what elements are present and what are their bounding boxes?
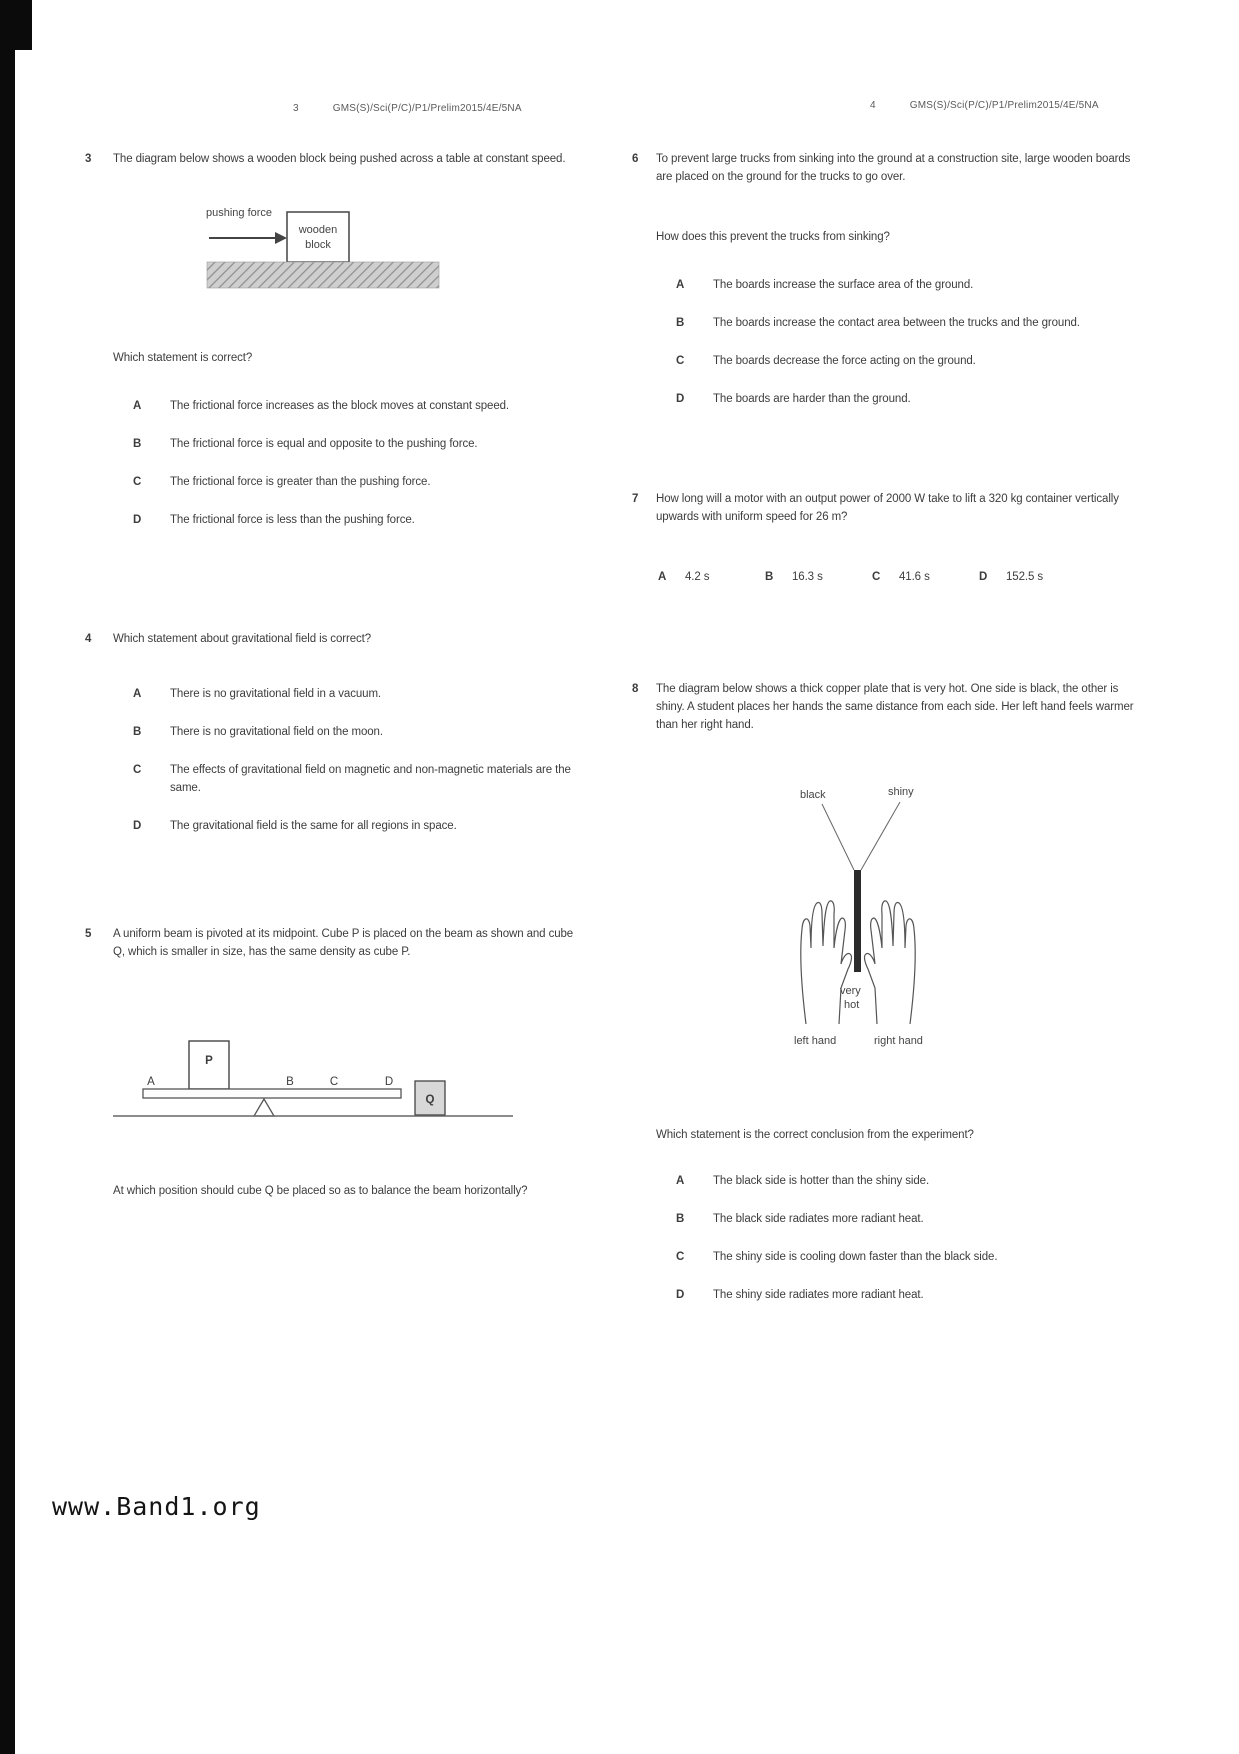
option-letter: B [765,571,774,583]
wooden-block [287,212,349,262]
copper-plate [854,870,861,972]
beam [143,1089,401,1098]
question-stem: The diagram below shows a wooden block being pushed across a table at constant speed. [113,153,566,165]
position-a-label: A [147,1076,155,1088]
cube-p-label: P [205,1055,213,1067]
option-row [113,473,585,491]
option-row [656,1172,1144,1190]
force-arrow-head [275,232,287,244]
option-letter: A [658,571,667,583]
q8-diagram-svg [788,782,998,1057]
option-inline [765,568,872,586]
option-row [656,390,1144,408]
option-letter: B [133,438,142,450]
option-row [656,1248,1144,1266]
question-number: 7 [632,493,639,505]
option-text: There is no gravitational field on the moon. [170,726,383,738]
page-number: 4 [870,100,876,111]
position-c-label: C [329,1076,339,1088]
option-text: The effects of gravitational field on magnetic and non-magnetic materials are the same. [170,764,571,794]
option-row [113,435,585,453]
question-number: 4 [85,633,92,645]
option-text: 4.2 s [685,571,710,583]
black-pointer-line [822,804,854,870]
option-text: The frictional force is equal and opposite to the pushing force. [170,438,478,450]
scan-corner-artifact [0,0,32,50]
option-inline [979,568,1043,586]
option-text: 152.5 s [1006,571,1044,583]
option-row [656,352,1144,370]
right-hand-outline [865,901,916,1024]
option-letter: C [872,571,881,583]
page-3-header [293,103,522,114]
option-text: The frictional force increases as the block moves at constant speed. [170,400,510,412]
option-text: The shiny side radiates more radiant heat. [713,1289,924,1301]
question-5 [60,925,585,1200]
position-b-label: B [286,1076,294,1088]
question-number: 6 [632,153,639,165]
black-side-label: black [800,789,826,801]
options-list [656,276,1144,408]
option-text: 16.3 s [792,571,823,583]
option-text: The boards increase the contact area between the trucks and the ground. [713,317,1080,329]
band1-watermark: www.Band1.org [52,1492,261,1521]
option-text: There is no gravitational field in a vacuum. [170,688,382,700]
question-stem: How long will a motor with an output power of 2000 W take to lift a 320 kg container vertically upwards with uniform speed for 26 m? [656,493,1119,523]
option-text: The boards increase the surface area of the ground. [713,279,974,291]
q3-block-diagram [201,196,585,301]
very-hot-label-line2: hot [844,999,860,1011]
option-row [113,723,585,741]
block-label-line2: block [305,239,331,251]
option-text: 41.6 s [899,571,930,583]
table-surface [207,262,439,288]
question-number: 5 [85,928,92,940]
option-letter: C [133,476,142,488]
question-stem: A uniform beam is pivoted at its midpoint. Cube P is placed on the beam as shown and cube Q, which is smaller in size, has the same density as cube P. [113,928,574,958]
scan-edge-strip [0,0,15,1754]
option-row [113,817,585,835]
cube-q-label: Q [425,1094,435,1106]
very-hot-label-line1: very [840,985,861,997]
option-letter: C [133,764,142,776]
option-row [656,276,1144,294]
option-inline [658,568,765,586]
question-8 [612,680,1144,1324]
question-6 [612,150,1144,428]
header-code: GMS(S)/Sci(P/C)/P1/Prelim2015/4E/5NA [332,103,522,114]
option-inline [872,568,979,586]
option-letter: D [133,514,142,526]
option-text: The black side is hotter than the shiny side. [713,1175,930,1187]
question-stem: Which statement about gravitational field is correct? [113,633,372,645]
page-4 [612,90,1144,1610]
page-3 [60,95,585,1515]
option-letter: B [676,1213,685,1225]
option-letter: A [676,279,685,291]
shiny-side-label: shiny [888,786,914,798]
option-letter: B [676,317,685,329]
option-text: The frictional force is greater than the pushing force. [170,476,431,488]
option-letter: A [133,688,142,700]
option-text: The gravitational field is the same for all regions in space. [170,820,457,832]
right-hand-label: right hand [874,1035,923,1047]
option-row [113,511,585,529]
question-stem: To prevent large trucks from sinking into the ground at a construction site, large wooden boards are placed on the ground for the trucks to go over. [656,153,1131,183]
q5-diagram-svg [113,1033,553,1161]
options-inline [656,568,1144,586]
header-code: GMS(S)/Sci(P/C)/P1/Prelim2015/4E/5NA [909,100,1099,111]
question-stem: The diagram below shows a thick copper plate that is very hot. One side is black, the other is shiny. A student places her hands the same distance from each side. Her left hand feels warmer than her right hand. [656,683,1134,731]
option-letter: B [133,726,142,738]
option-text: The black side radiates more radiant heat. [713,1213,924,1225]
page-number: 3 [293,103,299,114]
question-prompt: How does this prevent the trucks from sinking? [656,231,890,243]
option-row [113,761,585,797]
options-list [113,685,585,835]
shiny-pointer-line [861,802,900,870]
option-row [656,314,1144,332]
option-row [656,1210,1144,1228]
block-label-line1: wooden [298,224,338,236]
question-prompt: Which statement is correct? [113,352,253,364]
question-4 [60,630,585,855]
option-letter: D [979,571,988,583]
option-row [113,685,585,703]
q8-plate-diagram [788,782,1144,1062]
option-letter: D [676,1289,685,1301]
question-3 [60,150,585,549]
option-text: The boards are harder than the ground. [713,393,911,405]
position-d-label: D [384,1076,394,1088]
option-row [656,1286,1144,1304]
question-number: 8 [632,683,639,695]
question-prompt: At which position should cube Q be placed so as to balance the beam horizontally? [113,1185,528,1197]
pushing-force-label: pushing force [206,207,273,219]
question-7 [612,490,1144,586]
option-letter: C [676,355,685,367]
q5-beam-diagram [113,1033,585,1166]
q3-diagram-svg [201,196,471,296]
pivot [254,1099,274,1116]
option-letter: D [676,393,685,405]
left-hand-label: left hand [794,1035,837,1047]
page-4-header [870,100,1099,111]
options-list [656,1172,1144,1304]
option-row [113,397,585,415]
options-list [113,397,585,529]
option-text: The frictional force is less than the pushing force. [170,514,415,526]
question-prompt: Which statement is the correct conclusion from the experiment? [656,1129,974,1141]
option-text: The shiny side is cooling down faster than the black side. [713,1251,998,1263]
option-text: The boards decrease the force acting on the ground. [713,355,976,367]
option-letter: D [133,820,142,832]
option-letter: C [676,1251,685,1263]
option-letter: A [133,400,142,412]
option-letter: A [676,1175,685,1187]
question-number: 3 [85,153,92,165]
